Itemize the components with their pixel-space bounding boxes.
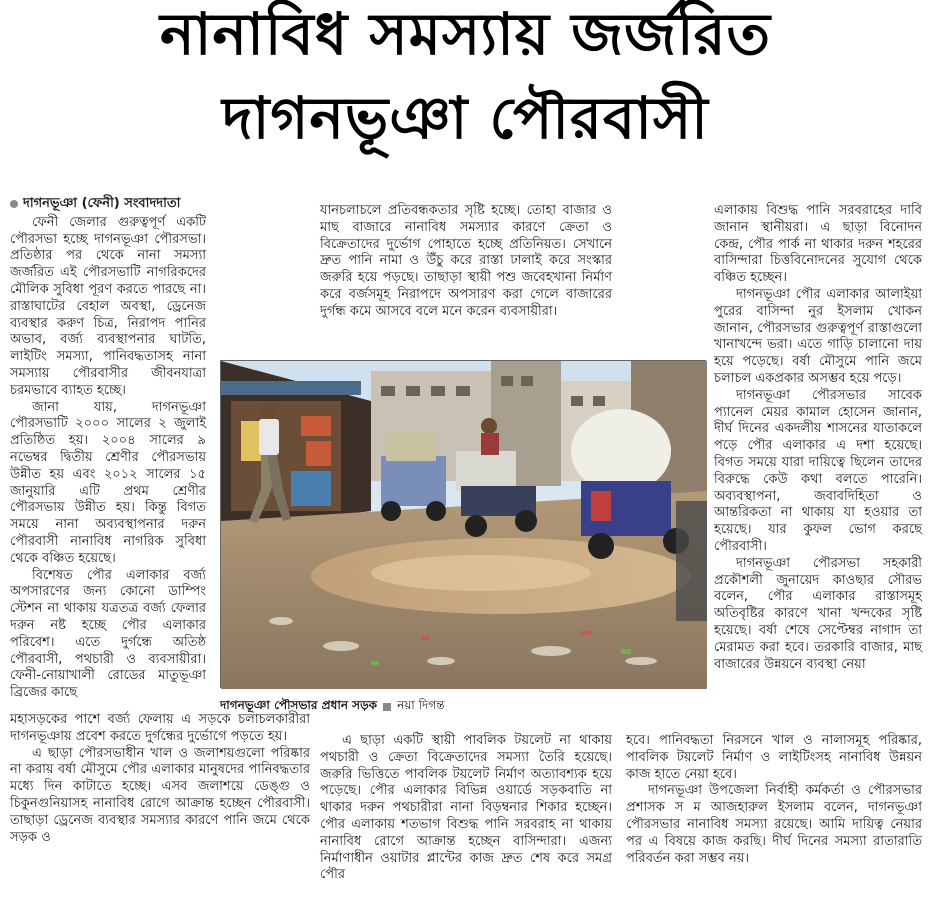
column-right-bottom	[626, 733, 922, 913]
paragraph: দাগনভূঞা পৌরসভার সাবেক প্যানেল মেয়র কামাল হোসেন জানান, দীর্ঘ দিনের একদলীয় শাসনের যাতাকলে পড়ে পৌর এলাকার এ দশা হয়েছে। বিগত সময়ে যারা দায়িত্বে ছিলেন তাদের বিরুদ্ধে কেউ কথা বলতে পারেনি। অব্যবস্থাপনা, জবাবদিহিতা ও আন্তরিকতা না থাকায় যা হওয়ার তা হয়েছে। যার কুফল ভোগ করছে পৌরবাসী।	[714, 387, 922, 554]
paragraph: দাগনভূঞা উপজেলা নির্বাহী কর্মকর্তা ও পৌরসভার প্রশাসক স ম আজহারুল ইসলাম বলেন, দাগনভূঞা পৌরসভার নানাবিধ সমস্যা রয়েছে। আমি দায়িত্ব নেয়ার পর এ বিষয়ে কাজ করছি। দীর্ঘ দিনের সমস্যা রাতারাতি পরিবর্তন করা সম্ভব নয়।	[626, 783, 922, 866]
paragraph: ফেনী জেলার গুরুত্বপূর্ণ একটি পৌরসভা হচ্ছে দাগনভূঞা পৌরসভা। প্রতিষ্ঠার পর থেকে নানা সমস্যা জর্জরিত এই পৌরসভাটি নাগরিকদের মৌলিক সুবিধা পূরণ করতে পারছে না। রাস্তাঘাটের বেহাল অবস্থা, ড্রেনেজ ব্যবস্থার করুণ চিত্র, নিরাপদ পানির অভাব, বর্জ্য ব্যবস্থাপনার ঘাটতি, লাইটিং সমস্যা, পানিবদ্ধতাসহ নানা সমস্যায় পৌরবাসীর জীবনযাত্রা চরমভাবে ব্যাহত হচ্ছে।	[10, 214, 206, 398]
caption-text: দাগনভূঞা পৌসভার প্রধান সড়ক	[220, 698, 378, 712]
headline	[0, 0, 931, 178]
headline-line-2: দাগনভূঞা পৌরবাসী	[222, 84, 709, 152]
paragraph: বিশেষত পৌর এলাকার বর্জ্য অপসারণের জন্য কোনো ডাম্পিং স্টেশন না থাকায় যত্রতত্র বর্জ্য ফেলার দরুন নষ্ট হচ্ছে পৌর এলাকার পরিবেশ। এতে দুর্গন্ধে অতিষ্ঠ পৌরবাসী, পথচারী ও ব্যবসায়ীরা। ফেনী-নোয়াখালী রোডের মাতুভূঞা ব্রিজের কাছে	[10, 567, 206, 701]
bullet-icon	[10, 200, 18, 208]
paragraph: হবে। পানিবদ্ধতা নিরসনে খাল ও নালাসমূহ পরিষ্কার, পাবলিক টয়লেট নির্মাণ ও লাইটিংসহ নানাবিধ উন্নয়ন কাজ হাতে নেয়া হবে।	[626, 733, 922, 782]
paragraph: এ ছাড়া পৌরসভাধীন খাল ও জলাশয়গুলো পরিষ্কার না করায় বর্ষা মৌসুমে পৌর এলাকার মানুষদের পানিবদ্ধতার মধ্যে দিন কাটাতে হচ্ছে। এসব জলাশয়ে ডেঙ্গু ও চিকুনগুনিয়াসহ নানাবিধ রোগে আক্রান্ত হচ্ছেন পৌরবাসী। তাছাড়া ড্রেনেজ ব্যবস্থার সমস্যার কারণে পানি জমে থেকে সড়ক ও	[10, 745, 310, 845]
photo-credit: নয়া দিগন্ত	[397, 698, 445, 712]
square-bullet-icon	[383, 703, 391, 711]
paragraph: জানা যায়, দাগনভূঞা পৌরসভাটি ২০০০ সালের ২ জুলাই প্রতিষ্ঠিত হয়। ২০০৪ সালের ৯ নভেম্বর দ্বিতীয় শ্রেণীর পৌরসভায় উন্নীত হয় এবং ২০১২ সালের ১৫ জানুয়ারি এটি প্রথম শ্রেণীর পৌরসভায় উন্নীত হয়। কিন্তু বিগত সময়ে নানা অব্যবস্থাপনার দরুন পৌরবাসী নানাবিধ নাগরিক সুবিধা থেকে বঞ্চিত হয়েছে।	[10, 399, 206, 566]
column-middle-top	[320, 203, 612, 353]
byline	[10, 196, 206, 213]
column-right-top	[714, 203, 922, 729]
column-left-bottom	[10, 712, 310, 912]
column-left-top	[10, 196, 206, 701]
headline-line-1: নানাবিধ সমস্যায় জর্জরিত	[159, 0, 772, 68]
paragraph: এলাকায় বিশুদ্ধ পানি সরবরাহের দাবি জানান স্থানীয়রা। এ ছাড়া বিনোদন কেন্দ্র, পৌর পার্ক না থাকার দরুন শহরের বাসিন্দারা চিত্তবিনোদনের সুযোগ থেকে বঞ্চিত হচ্ছেন।	[714, 203, 922, 286]
street-scene-illustration	[221, 361, 707, 689]
paragraph: যানচলাচলে প্রতিবন্ধকতার সৃষ্টি হচ্ছে। তোহা বাজার ও মাছ বাজারে নানাবিধ সমস্যার কারণে ক্রেতা ও বিক্রেতাদের দুর্ভোগ পোহাতে হচ্ছে প্রতিনিয়ত। সেখানে দ্রুত পানি নামা ও উঁচু করে রাস্তা ঢালাই করে সংস্কার জরুরি হয়ে পড়ছে। তাছাড়া স্থায়ী পশু জবেহখানা নির্মাণ করে বর্জসমূহ নিরাপদে অপসারণ করা গেলে বাজারের দুর্গন্ধ কমে আসবে বলে মনে করেন ব্যবসায়ীরা।	[320, 203, 612, 319]
paragraph: দাগনভূঞা পৌর এলাকার আলাইয়া পুরের বাসিন্দা নুর ইসলাম খোকন জানান, পৌরসভার গুরুত্বপূর্ণ রাস্তাগুলো খানাখন্দে ভরা। এতে গাড়ি চালানো দায় হয়ে পড়েছে। বর্ষা মৌসুমে পানি জমে চলাচল একপ্রকার অসম্ভব হয়ে পড়ে।	[714, 286, 922, 386]
news-photo	[220, 360, 706, 688]
photo-caption	[220, 697, 706, 717]
paragraph: মহাসড়কের পাশে বর্জ্য ফেলায় এ সড়কে চলাচলকারীরা দাগনভূঞায় প্রবেশ করতে দুর্গন্ধের দুর্ভোগে পড়তে হয়।	[10, 712, 310, 744]
paragraph: এ ছাড়া একটি স্থায়ী পাবলিক টয়লেট না থাকায় পথচারী ও ক্রেতা বিক্রেতাদের সমস্যা তৈরি হয়েছে। জরুরি ভিত্তিতে পাবলিক টয়লেট নির্মাণ অত্যাবশ্যক হয়ে পড়েছে। পৌর এলাকার বিভিন্ন ওয়ার্ডে সড়কবাতি না থাকার দরুন পথচারীরা নানা বিড়ম্বনার শিকার হচ্ছেন। পৌর এলাকায় শতভাগ বিশুদ্ধ পানি সরবরাহ না থাকায় নানাবিধ রোগে আক্রান্ত হচ্ছেন বাসিন্দারা। এজন্য নির্মাণাধীন ওয়াটার প্লান্টের কাজ দ্রুত শেষ করে সমগ্র পৌর	[320, 733, 612, 883]
column-middle-bottom	[320, 733, 612, 913]
byline-text: দাগনভূঞা (ফেনী) সংবাদদাতা	[23, 196, 181, 211]
paragraph: দাগনভূঞা পৌরসভা সহকারী প্রকৌশলী জুনায়েদ কাওছার সৌরভ বলেন, পৌর এলাকার রাস্তাসমূহ অতিবৃষ্টির কারণে খানা খন্দকের সৃষ্টি হয়েছে। বর্ষা শেষে সেপ্টেম্বর নাগাদ তা মেরামত করা হবে। তরকারি বাজার, মাছ বাজারের উন্নয়নে ব্যবস্থা নেয়া	[714, 555, 922, 672]
